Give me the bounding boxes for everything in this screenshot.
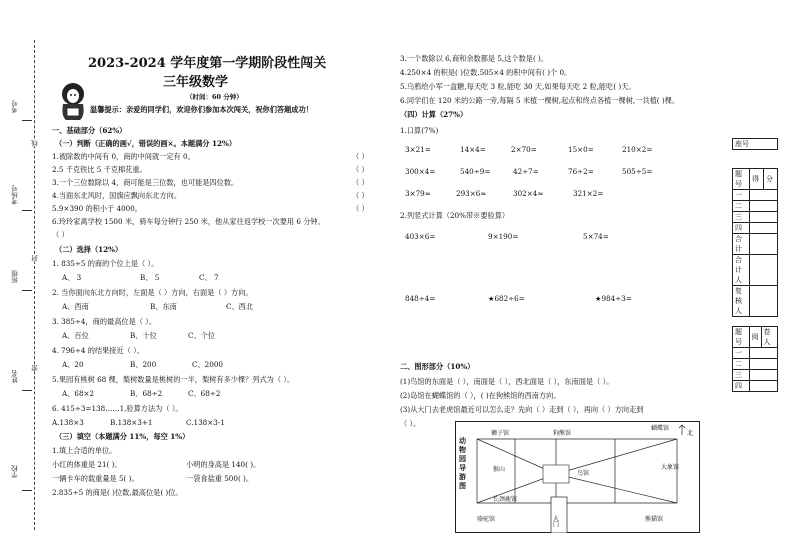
choice-5-b: B、68÷2: [130, 389, 163, 398]
exam-room-label: 考场号: [11, 185, 19, 205]
score-head-3: 分: [764, 169, 778, 190]
score-head-1: 题号: [733, 169, 750, 190]
score-cell[interactable]: [750, 190, 778, 201]
score2-row-label: 四: [733, 381, 750, 392]
exam-title: 2023-2024 学年度第一学期阶段性闯关: [88, 56, 327, 71]
vertical-3: 5×74=: [583, 232, 609, 241]
blank-line: [22, 290, 32, 291]
choice-1: 1. 835÷5 的商的个位上是（ ）。: [52, 259, 159, 268]
class-label: 班级: [11, 270, 19, 283]
score-row-label: 合计: [733, 234, 750, 255]
panda-house-label: 熊猫馆: [645, 516, 664, 523]
choice-3-b: B、十位: [130, 331, 157, 340]
zoo-map: [455, 421, 700, 533]
choice-4-a: A、20: [62, 360, 84, 369]
choice-2: 2. 当你面向东北方向时，左面是（ ）方向，右面是（ ）方向。: [52, 288, 253, 297]
fill-title: （三）填空（本题满分 11%，每空 1%）: [55, 432, 190, 441]
choice-4-c: C、2000: [192, 360, 223, 369]
score-row-label: 一: [733, 190, 750, 201]
judge-title: （一）判断（正确的画√，错误的画×。本题满分 12%）: [55, 139, 237, 148]
score-cell[interactable]: [750, 201, 778, 212]
map-side-label: 动物园导游图: [459, 436, 466, 490]
score2-cell[interactable]: [749, 370, 778, 381]
oral-3-4: 321×2=: [573, 189, 604, 198]
score-row-label: 四: [733, 223, 750, 234]
score-cell[interactable]: [750, 286, 778, 317]
score-row-label: 二: [733, 201, 750, 212]
shape-title: 二、图形部分（10%）: [400, 362, 475, 371]
choice-2-b: B、东南: [150, 302, 177, 311]
fill-1-a: 小红的体重是 21( )。: [52, 460, 122, 469]
shape-q3: (3)从大门去老虎馆最近可以怎么走？先向（ ）走到（ ），再向（ ）方向走到: [400, 405, 644, 414]
seat-label: 座号: [733, 139, 778, 150]
seat-table: [732, 138, 778, 150]
choice-2-c: C、西北: [226, 302, 254, 311]
score2-row-label: 二: [733, 359, 750, 370]
score2-cell[interactable]: [749, 359, 778, 370]
judge-4-paren: （ ）: [352, 191, 369, 200]
camel-house-label: 骆驼馆: [477, 516, 496, 523]
oral-2-2: 540÷9=: [460, 167, 491, 176]
score2-head-1: 题号: [733, 327, 750, 348]
oral-3-2: 293×6≈: [456, 189, 487, 198]
monkey-hill-label: 猴山: [493, 466, 506, 473]
score-row-label: 合计人: [733, 255, 750, 286]
oral-3-1: 3×79≈: [405, 189, 431, 198]
oral-1-2: 14×4=: [460, 145, 486, 154]
score-head-2: 得: [750, 169, 764, 190]
oral-1-3: 2×70=: [511, 145, 537, 154]
exam-tip: 温馨提示：亲爱的同学们，欢迎你们参加本次闯关，祝你们答题成功！: [90, 105, 313, 114]
judge-2-paren: （ ）: [352, 165, 369, 174]
choice-6: 6. 415÷3=138……1,验算方法为（ ）。: [52, 404, 183, 413]
giraffe-house-label: 长颈鹿馆: [493, 496, 518, 503]
judge-3: 3.一个三位数除以 4，商可能是三位数，也可能是四位数。: [52, 178, 239, 187]
exam-number-label: 考号: [11, 100, 19, 113]
choice-1-b: B、 5: [140, 273, 160, 282]
seal-mark-seal: 封: [31, 255, 39, 262]
score-cell[interactable]: [750, 234, 778, 255]
judge-6: 6.玲玲家离学校 1500 米，骑车每分钟行 250 米，他从家往返学校一次要用 6 分钟。: [52, 217, 325, 226]
north-label: 北: [687, 430, 694, 437]
oral-2-1: 300×4=: [405, 167, 436, 176]
fill-2: 2.835÷5 的商是( )位数,最高位是( )位。: [52, 488, 183, 497]
choice-5-a: A、68×2: [62, 389, 95, 398]
fill-3: 3.一个数除以 6,商和余数都是 5,这个数是( )。: [400, 54, 549, 63]
binding-margin: [0, 0, 52, 550]
score-row-label: 复核人: [733, 286, 750, 317]
choice-3-c: C、个位: [188, 331, 216, 340]
blank-line: [22, 210, 32, 211]
choice-2-a: A、西南: [62, 302, 89, 311]
score-table-2: [732, 326, 778, 392]
bird-house-label: 鸟馆: [577, 470, 590, 477]
judge-1-paren: （ ）: [352, 152, 369, 161]
judge-5-paren: （ ）: [352, 204, 369, 213]
oral-2-4: 76÷2=: [568, 167, 594, 176]
judge-2: 2.5 千克铁比 5 千克棉花重。: [52, 165, 147, 174]
score-cell[interactable]: [750, 223, 778, 234]
blank-line: [22, 490, 32, 491]
fill-1-d: 一袋食盐重 500( )。: [186, 474, 254, 483]
exam-time: （时间：60 分钟）: [186, 93, 243, 101]
school-label: 学校: [11, 465, 19, 478]
fill-6: 6.同学们在 120 米的公路一旁,每隔 5 米植一棵树,起点和终点各植一棵树,一共植( )棵。: [400, 96, 680, 105]
judge-3-paren: （ ）: [352, 178, 369, 187]
score-row-label: 三: [733, 212, 750, 223]
choice-5: 5.果园有桃树 68 棵，梨树数量是桃树的一半，梨树有多少棵？列式为（ ）。: [52, 375, 295, 384]
fill-4: 4.250×4 的积是( )位数,505×4 的积中间有( )个 0。: [400, 68, 572, 77]
choice-4-b: B、200: [130, 360, 157, 369]
score2-cell[interactable]: [749, 348, 778, 359]
girl-reading-illustration: [58, 82, 88, 122]
judge-4: 4.当面东北风时，国旗应飘向东北方向。: [52, 191, 182, 200]
choice-3: 3. 385÷4，商的最高位是（ ）。: [52, 317, 157, 326]
butterfly-house-label: 蝴蝶馆: [651, 425, 670, 432]
choice-1-c: C、 7: [199, 273, 219, 282]
gate-label: 大门: [551, 515, 559, 527]
judge-1: 1.被除数的中间有 0，商的中间就一定有 0。: [52, 152, 195, 161]
vertical-5: ★682÷6=: [488, 294, 525, 303]
fill-5: 5.乌鸦给小军一盒糖,每天吃 3 粒,能吃 30 天,如果每天吃 2 粒,能吃( )天。: [400, 82, 636, 91]
choice-4: 4. 796÷4 的结果接近（ ）。: [52, 346, 144, 355]
score2-head-3: 卷人: [761, 327, 778, 348]
shape-q2: (2)岛馆在蝴蝶馆的（ ），( )在狗熊馆的西南方向。: [400, 391, 561, 400]
choice-5-c: C、68÷2: [188, 389, 221, 398]
bear-house-label: 狗熊馆: [553, 430, 572, 437]
elephant-house-label: 大象馆: [661, 464, 680, 471]
oral-2-3: 42÷7=: [513, 167, 539, 176]
choice-6-b: B.138×3+1: [110, 418, 153, 427]
score2-row-label: 三: [733, 370, 750, 381]
judge-5: 5.9×390 的积小于 4000。: [52, 204, 142, 213]
score-cell[interactable]: [750, 255, 778, 286]
seal-mark-secret: 密: [31, 365, 39, 372]
score-table-1: [732, 168, 778, 317]
judge-6-paren: （ ）: [52, 230, 69, 239]
score2-head-2: 阅: [749, 327, 761, 348]
section-1-title: 一、基础部分（62%）: [52, 126, 127, 135]
fill-1: 1.填上合适的单位。: [52, 446, 117, 455]
calc-title: （四）计算（27%）: [400, 110, 468, 119]
oral-title: 1.口算(7%): [400, 126, 439, 135]
choice-6-a: A.138×3: [52, 418, 84, 427]
seal-mark-line: 线: [31, 140, 39, 147]
oral-2-5: 505÷5=: [622, 167, 653, 176]
lion-house-label: 狮子馆: [491, 430, 510, 437]
vertical-4: 848÷4=: [405, 294, 436, 303]
choice-6-c: C.138×3-1: [186, 418, 225, 427]
oral-3-3: 302×4≈: [513, 189, 544, 198]
fill-1-c: 一辆卡车的载重量是 5( )。: [52, 474, 139, 483]
vertical-2: 9×190=: [488, 232, 519, 241]
score2-row-label: 一: [733, 348, 750, 359]
exam-subtitle: 三年级数学: [163, 75, 229, 90]
shape-q1: (1)鸟馆的东面是（ ），南面是（ ），西北面是（ ），东南面是（ ）。: [400, 377, 614, 386]
fill-1-b: 小明的身高是 140( )。: [186, 460, 261, 469]
blank-line: [22, 120, 32, 121]
oral-1-1: 3×21=: [405, 145, 431, 154]
vertical-1: 403×6=: [405, 232, 436, 241]
seal-line: [34, 40, 35, 530]
blank-line: [22, 390, 32, 391]
shape-q3-end: （ ）。: [400, 419, 421, 428]
name-label: 姓名: [11, 370, 19, 383]
choice-1-a: A、 3: [62, 273, 82, 282]
oral-1-4: 15×0=: [568, 145, 594, 154]
score2-cell[interactable]: [749, 381, 778, 392]
oral-1-5: 210×2=: [622, 145, 653, 154]
choice-3-a: A、百位: [62, 331, 89, 340]
vertical-6: ★984÷3=: [595, 294, 632, 303]
choice-title: （二）选择（12%）: [55, 245, 123, 254]
vertical-title: 2.列竖式计算（20%带※要验算）: [400, 211, 510, 220]
score-cell[interactable]: [750, 212, 778, 223]
